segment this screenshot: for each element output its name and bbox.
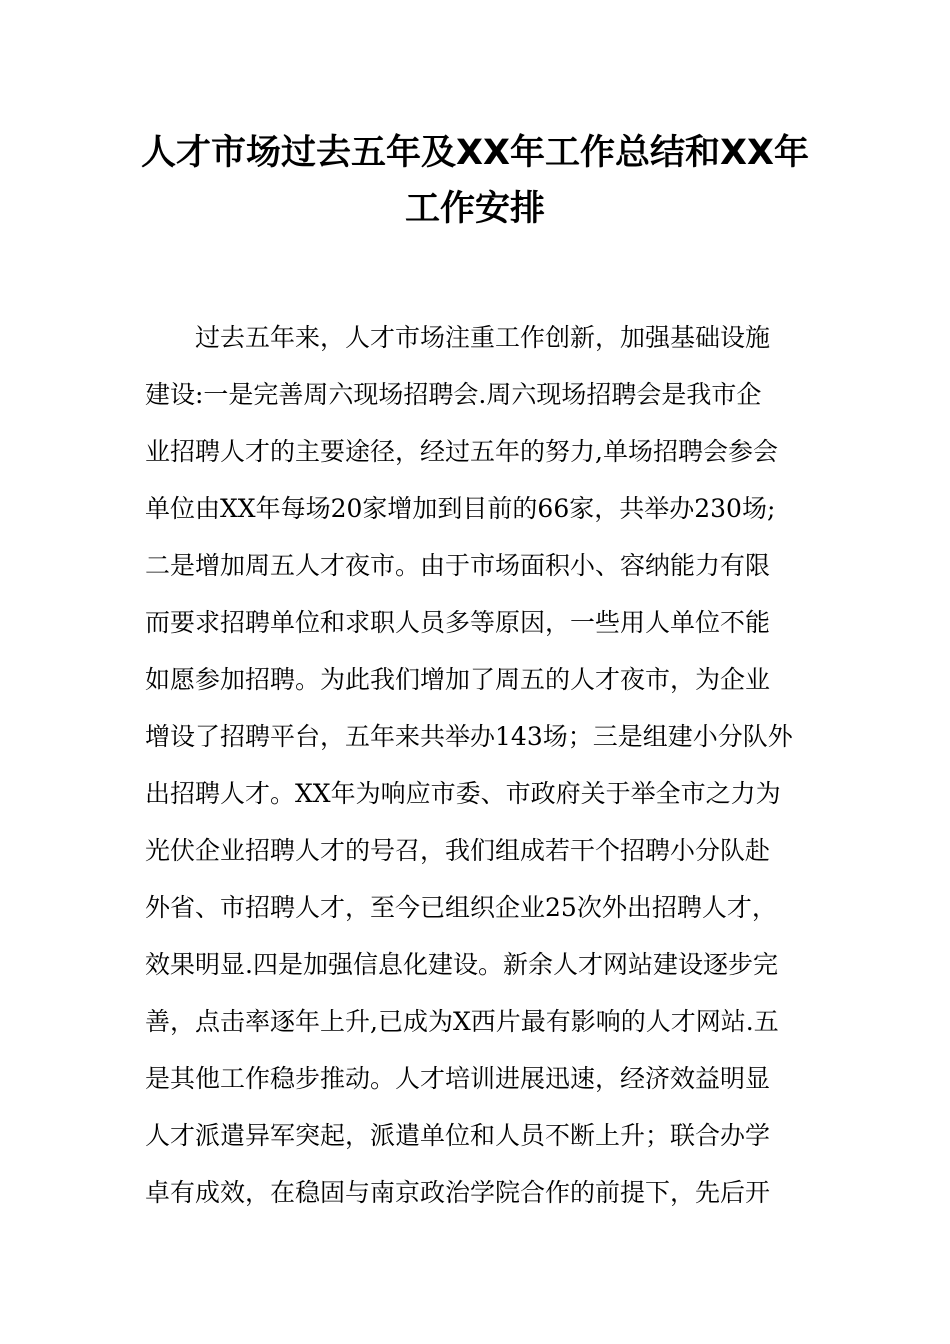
paragraph-line: 过去五年来，人才市场注重工作创新，加强基础设施	[195, 323, 771, 352]
paragraph-line: 是其他工作稳步推动。人才培训进展迅速，经济效益明显	[145, 1064, 771, 1093]
paragraph-line: 善，点击率逐年上升,已成为X西片最有影响的人才网站.五	[145, 1007, 779, 1036]
document-title-line-2: 工作安排	[404, 189, 545, 229]
paragraph-line: 如愿参加招聘。为此我们增加了周五的人才夜市，为企业	[145, 665, 771, 694]
document-title-line-1: 人才市场过去五年及XX年工作总结和XX年	[141, 133, 809, 173]
paragraph-line: 建设:一是完善周六现场招聘会.周六现场招聘会是我市企	[145, 380, 762, 409]
paragraph-line: 效果明显.四是加强信息化建设。新余人才网站建设逐步完	[145, 950, 778, 979]
paragraph-line: 外省、市招聘人才，至今已组织企业25次外出招聘人才，	[145, 893, 777, 922]
paragraph-line: 二是增加周五人才夜市。由于市场面积小、容纳能力有限	[145, 551, 771, 580]
paragraph-line: 卓有成效，在稳固与南京政治学院合作的前提下，先后开	[145, 1178, 771, 1207]
paragraph-line: 业招聘人才的主要途径，经过五年的努力,单场招聘会参会	[145, 437, 778, 466]
paragraph-line: 人才派遣异军突起，派遣单位和人员不断上升；联合办学	[145, 1121, 771, 1150]
paragraph-line: 出招聘人才。XX年为响应市委、市政府关于举全市之力为	[145, 779, 781, 808]
paragraph-line: 单位由XX年每场20家增加到目前的66家，共举办230场;	[145, 494, 776, 523]
paragraph-line: 增设了招聘平台，五年来共举办143场；三是组建小分队外	[145, 722, 793, 751]
paragraph-line: 光伏企业招聘人才的号召，我们组成若干个招聘小分队赴	[145, 836, 771, 865]
paragraph-line: 而要求招聘单位和求职人员多等原因，一些用人单位不能	[145, 608, 771, 637]
